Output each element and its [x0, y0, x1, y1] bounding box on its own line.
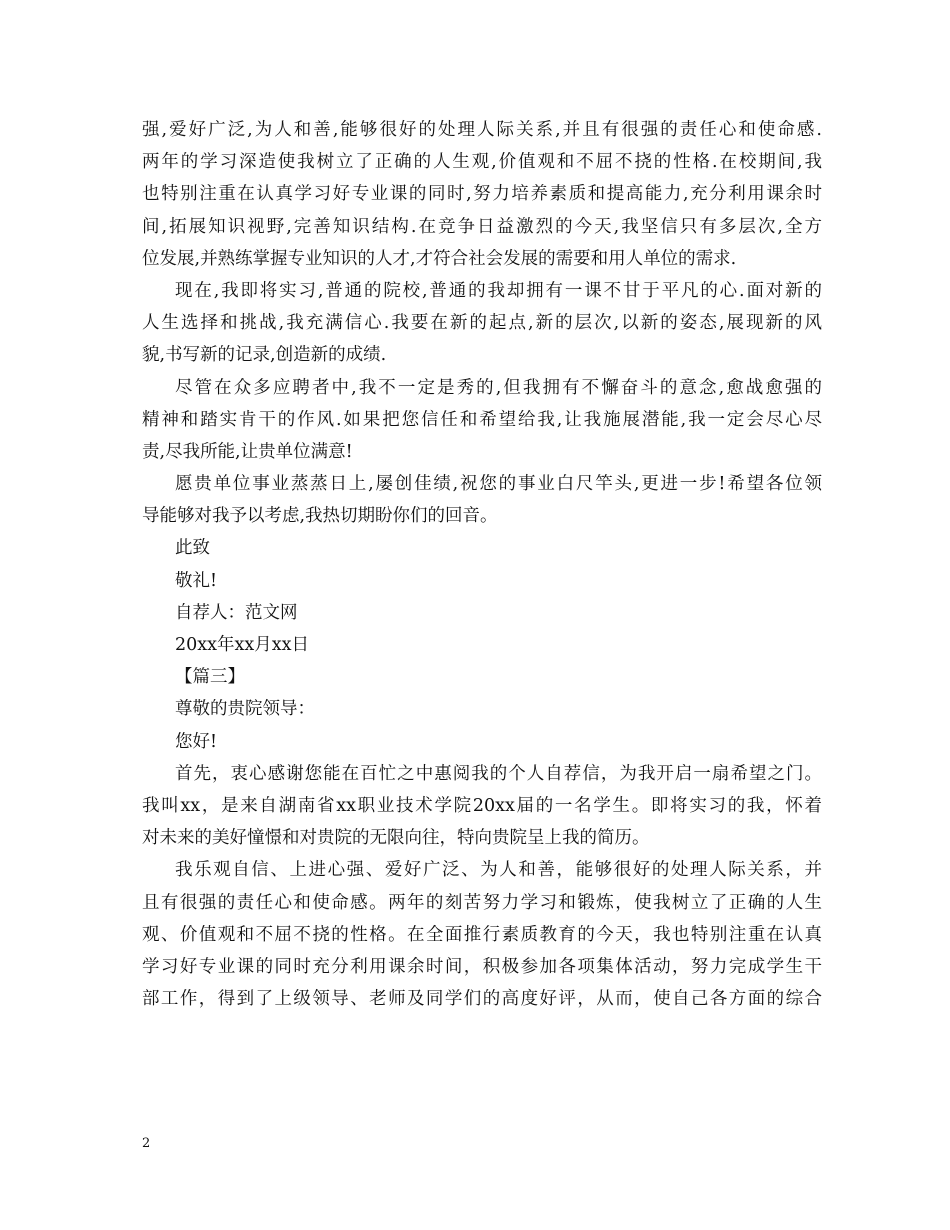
text-line: 貌,书写新的记录,创造新的成绩. — [142, 345, 387, 366]
text-line: 对未来的美好憧憬和对贵院的无限向往，特向贵院呈上我的简历。 — [142, 828, 650, 849]
text-line: 首先，衷心感谢您能在百忙之中惠阅我的个人自荐信，为我开启一扇希望之门。 — [175, 763, 822, 784]
text-line: 尽管在众多应聘者中,我不一定是秀的,但我拥有不懈奋斗的意念,愈战愈强的 — [175, 377, 822, 398]
text-line: 我乐观自信、上进心强、爱好广泛、为人和善，能够很好的处理人际关系，并 — [175, 860, 822, 881]
text-line: 现在,我即将实习,普通的院校,普通的我却拥有一课不甘于平凡的心.面对新的 — [175, 280, 822, 301]
text-line: 且有很强的责任心和使命感。两年的刻苦努力学习和锻炼，使我树立了正确的人生 — [142, 892, 822, 913]
greeting-line: 您好! — [175, 731, 218, 752]
text-line: 两年的学习深造使我树立了正确的人生观,价值观和不屈不挠的性格.在校期间,我 — [142, 152, 822, 173]
text-line: 观、价值观和不屈不挠的性格。在全面推行素质教育的今天，我也特别注重在认真 — [142, 924, 822, 945]
text-line: 人生选择和挑战,我充满信心.我要在新的起点,新的层次,以新的姿态,展现新的风 — [142, 313, 822, 334]
section-heading: 【篇三】 — [175, 667, 245, 688]
text-line: 学习好专业课的同时充分利用课余时间，积极参加各项集体活动，努力完成学生干 — [142, 956, 822, 977]
text-line: 间,拓展知识视野,完善知识结构.在竞争日益激烈的今天,我坚信只有多层次,全方 — [142, 216, 822, 237]
text-line: 部工作，得到了上级领导、老师及同学们的高度好评，从而，使自己各方面的综合 — [142, 989, 822, 1010]
text-line: 导能够对我予以考虑,我热切期盼你们的回音。 — [142, 506, 498, 527]
text-line: 精神和踏实肯干的作风.如果把您信任和希望给我,让我施展潜能,我一定会尽心尽 — [142, 409, 822, 430]
text-line: 责,尽我所能,让贵单位满意! — [142, 441, 353, 462]
text-line: 强,爱好广泛,为人和善,能够很好的处理人际关系,并且有很强的责任心和使命感. — [142, 120, 822, 140]
signature-line: 自荐人：范文网 — [175, 602, 298, 623]
greeting-line: 尊敬的贵院领导： — [175, 699, 315, 720]
text-line: 我叫xx，是来自湖南省xx职业技术学院20xx届的一名学生。即将实习的我，怀着 — [142, 795, 822, 816]
page-number: 2 — [142, 1136, 151, 1151]
salutation-line: 敬礼! — [175, 570, 218, 591]
closing-line: 此致 — [175, 538, 210, 559]
document-body — [142, 114, 822, 1015]
text-line: 愿贵单位事业蒸蒸日上,屡创佳绩,祝您的事业白尺竿头,更进一步!希望各位领 — [175, 474, 822, 495]
date-line: 20xx年xx月xx日 — [175, 635, 309, 655]
text-line: 位发展,并熟练掌握专业知识的人才,才符合社会发展的需要和用人单位的需求. — [142, 248, 737, 269]
text-line: 也特别注重在认真学习好专业课的同时,努力培养素质和提高能力,充分利用课余时 — [142, 184, 822, 205]
